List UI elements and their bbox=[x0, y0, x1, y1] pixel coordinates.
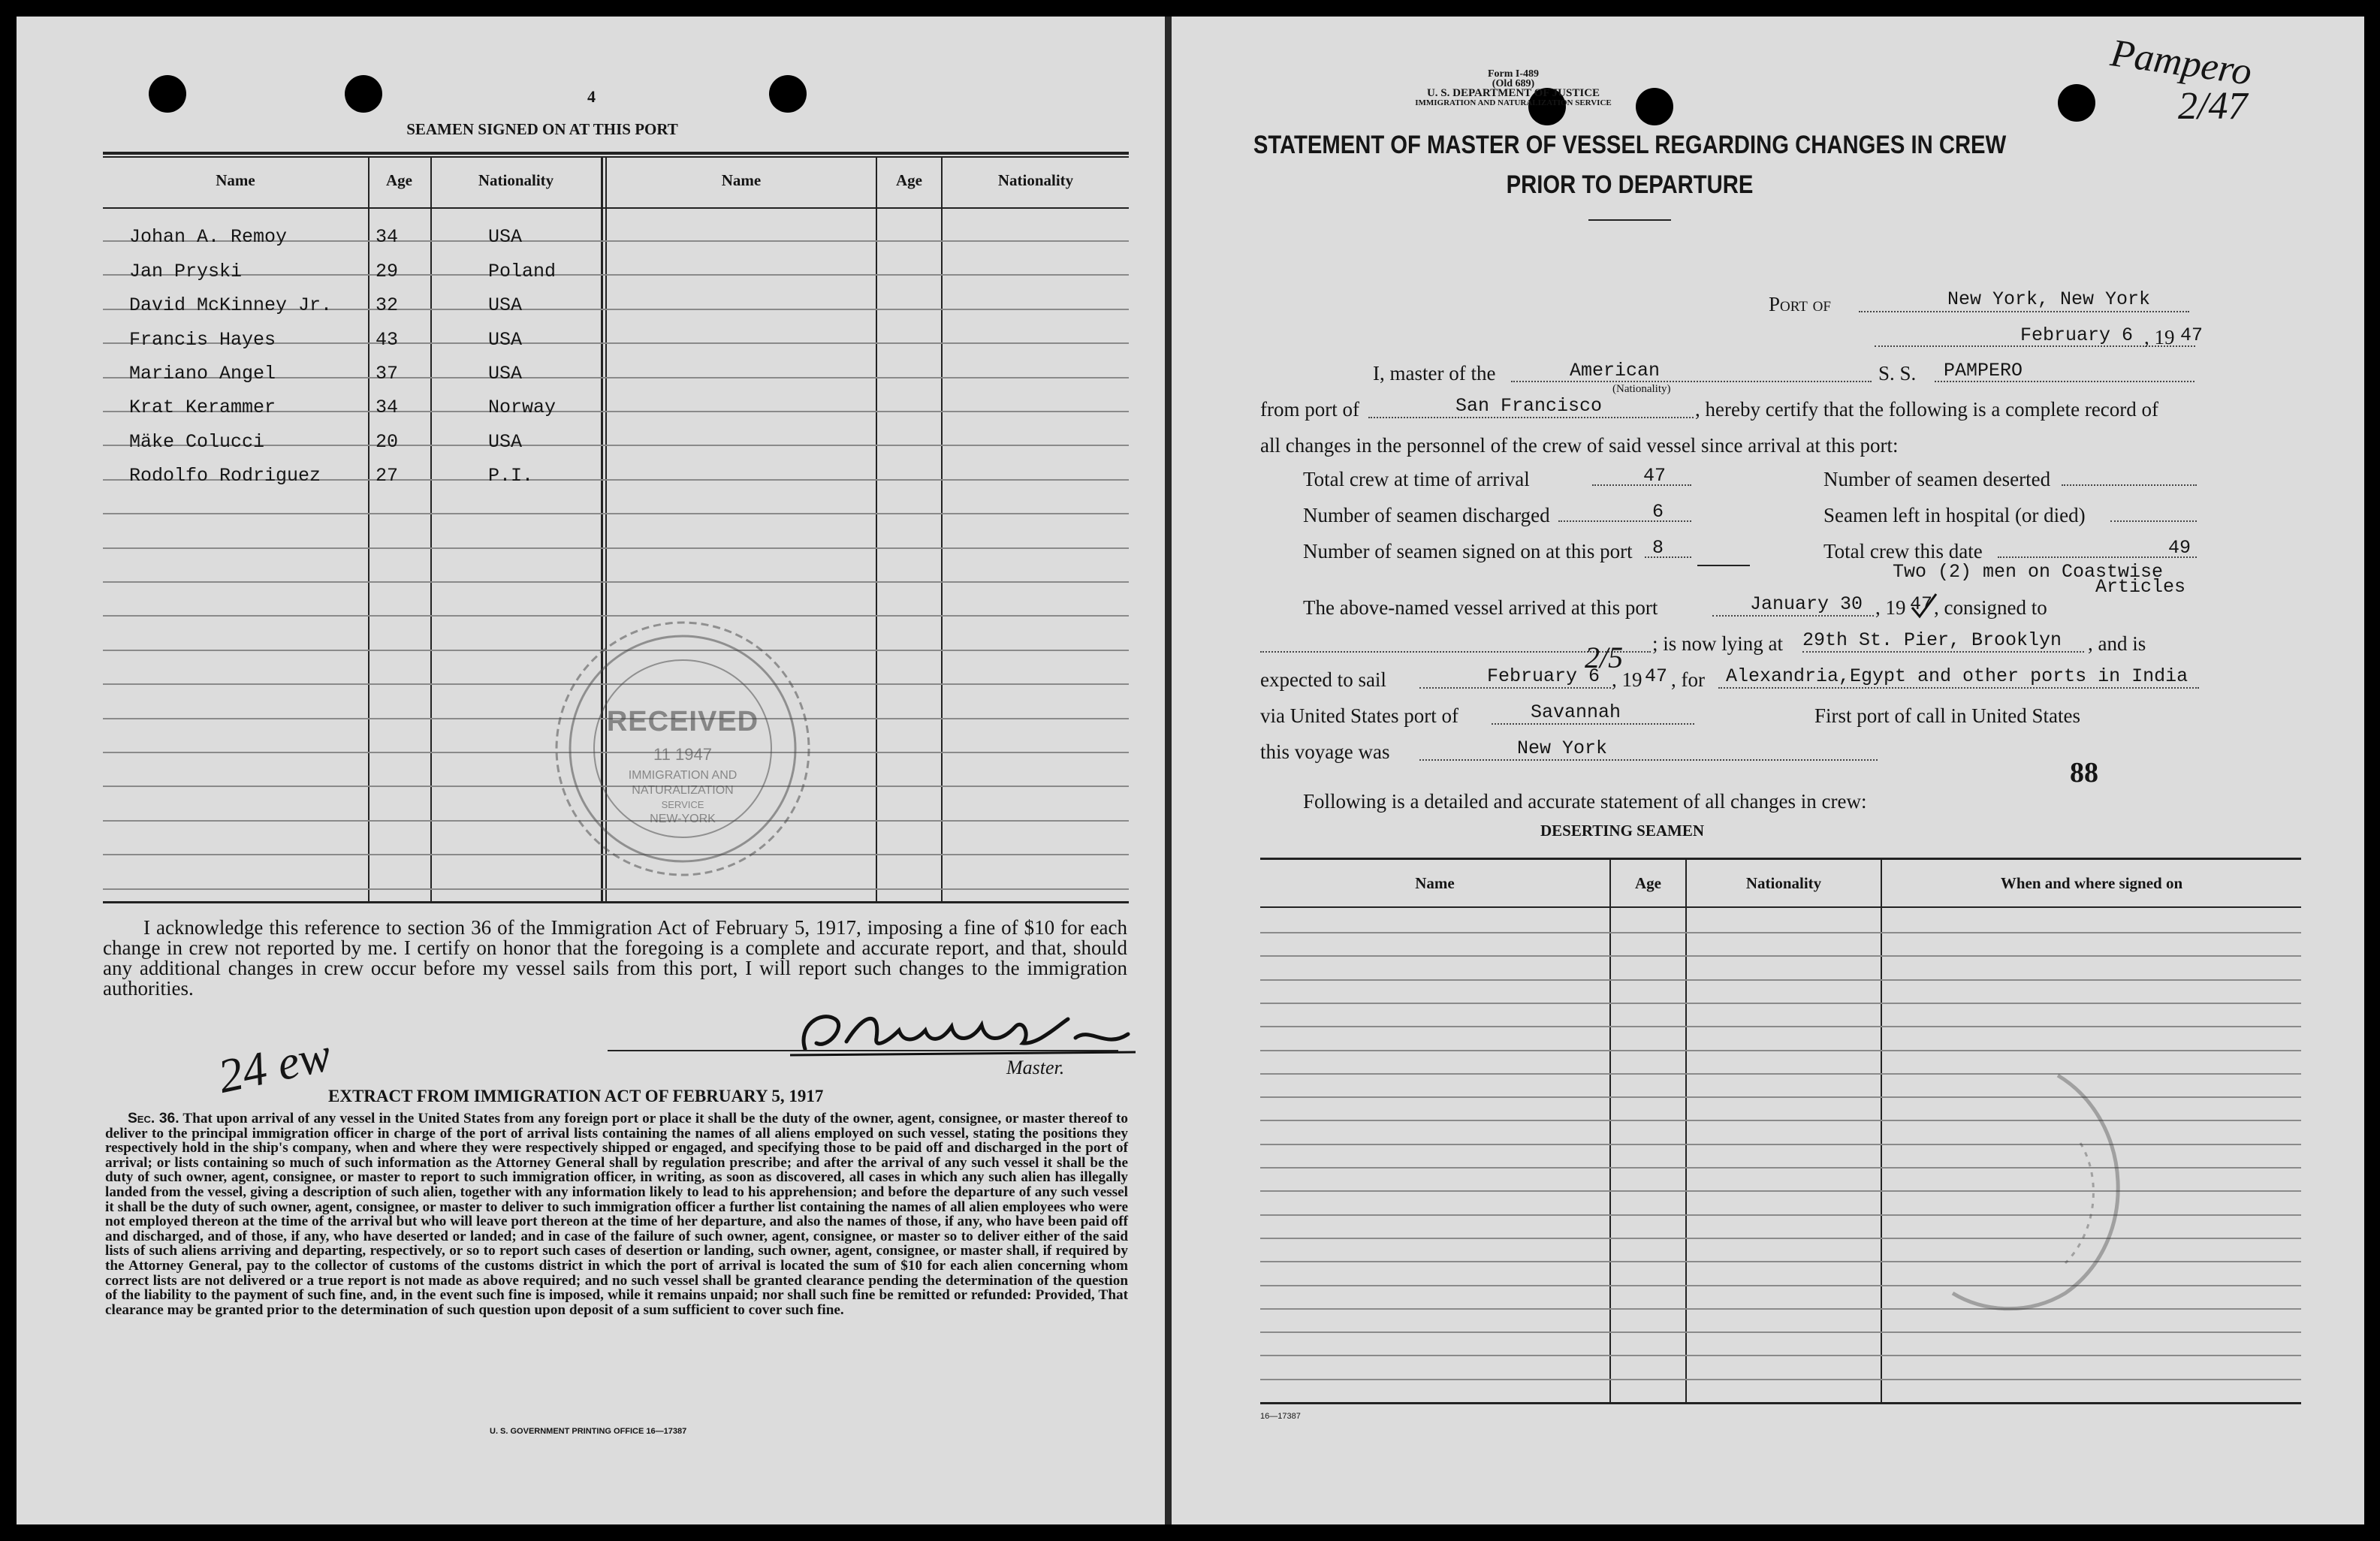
table-row-line bbox=[1260, 932, 2301, 933]
dotted-line bbox=[1998, 556, 2197, 558]
ss-label: S. S. bbox=[1878, 362, 1917, 384]
handwritten-number: 2/47 bbox=[2178, 85, 2248, 128]
dotted-line bbox=[1419, 687, 1611, 689]
column-divider bbox=[1881, 859, 1882, 1402]
deserted-label: Number of seamen deserted bbox=[1823, 468, 2051, 490]
master-label: Master. bbox=[1006, 1057, 1065, 1078]
master-of-the-label: I, master of the bbox=[1373, 362, 1496, 384]
this-voyage-label: this voyage was bbox=[1260, 740, 1390, 763]
service: IMMIGRATION AND NATURALIZATION SERVICE bbox=[1415, 98, 1612, 107]
nationality-caption: (Nationality) bbox=[1612, 383, 1671, 395]
stamp-received: RECEIVED bbox=[606, 706, 759, 737]
form-header bbox=[1374, 69, 1652, 108]
table-row-nationality: Norway bbox=[488, 397, 557, 418]
following-text: Following is a detailed and accurate statement of all changes in crew: bbox=[1303, 790, 1867, 813]
for-label: , for bbox=[1671, 668, 1705, 691]
table-bottom-border bbox=[103, 901, 1129, 903]
discharged-label: Number of seamen discharged bbox=[1303, 504, 1550, 526]
ship-name: PAMPERO bbox=[1944, 360, 2023, 381]
table-row-name: Jan Pryski bbox=[129, 261, 243, 282]
all-changes-text: all changes in the personnel of the crew of said vessel since arrival at this port: bbox=[1260, 434, 1899, 457]
dotted-line bbox=[1511, 381, 1872, 382]
header-name: Name bbox=[216, 171, 255, 189]
from-port-value: San Francisco bbox=[1455, 395, 1603, 417]
page-fold bbox=[1165, 17, 1172, 1524]
total-crew-arrival: 47 bbox=[1643, 465, 1667, 487]
column-divider bbox=[876, 156, 877, 903]
extract-section: Sec. 36. bbox=[128, 1111, 179, 1126]
dotted-line bbox=[1419, 759, 1878, 761]
via-label: via United States port of bbox=[1260, 704, 1458, 727]
table-row-nationality: USA bbox=[488, 329, 523, 351]
arrived-year-prefix: , 19 bbox=[1875, 596, 1906, 619]
table-row-age: 20 bbox=[376, 431, 399, 453]
table-row-line bbox=[1260, 1331, 2301, 1333]
table-row-line bbox=[1260, 1026, 2301, 1027]
signed-on-title: SEAMEN SIGNED ON AT THIS PORT bbox=[406, 120, 678, 138]
table-top-border bbox=[1260, 858, 2301, 860]
table-row-age: 43 bbox=[376, 329, 399, 351]
table-row-line bbox=[1260, 955, 2301, 957]
column-divider bbox=[941, 156, 943, 903]
first-port-label: First port of call in United States bbox=[1814, 704, 2080, 727]
table-row-age: 29 bbox=[376, 261, 399, 282]
expected-label: expected to sail bbox=[1260, 668, 1386, 691]
header-nationality: Nationality bbox=[997, 171, 1074, 189]
punch-hole bbox=[149, 75, 186, 113]
column-divider bbox=[1685, 859, 1687, 1402]
column-divider bbox=[368, 156, 370, 903]
header-age: Age bbox=[1635, 874, 1661, 892]
this-voyage-value: New York bbox=[1517, 737, 1608, 759]
received-stamp bbox=[551, 617, 814, 880]
number-88: 88 bbox=[2070, 757, 2098, 789]
table-row-line bbox=[1260, 979, 2301, 981]
title-rule bbox=[1588, 219, 1671, 221]
table-row-name: Johan A. Remoy bbox=[129, 226, 288, 248]
signature-line bbox=[608, 1050, 1118, 1051]
total-crew-arrival-label: Total crew at time of arrival bbox=[1303, 468, 1530, 490]
table-row-name: Mariano Angel bbox=[129, 363, 276, 384]
destination: Alexandria,Egypt and other ports in India bbox=[1726, 665, 2188, 687]
dotted-line bbox=[1368, 417, 1694, 418]
total-crew-date-label: Total crew this date bbox=[1823, 540, 1983, 562]
total-crew-date: 49 bbox=[2168, 537, 2191, 559]
table-row-age: 27 bbox=[376, 465, 399, 487]
table-row-name: Francis Hayes bbox=[129, 329, 276, 351]
page-number: 4 bbox=[587, 87, 596, 106]
right-page bbox=[1172, 17, 2364, 1524]
extract-body: That upon arrival of any vessel in the United States from any foreign port or place it shall be the duty of the owner, agent, consignee, or master thereof to deliver to the principal immigration officer in charge of the port of arrival lists containing the names of all aliens employed on such vessel, stating the positions they respectively hold in the ship's company, when and where they were respectively shipped or engaged, and specifying those to be paid off and discharged in the port of arrival; or lists containing so much of such information as the Attorney General shall by regulation prescribe; and after the arrival of any such vessel it shall be the duty of such owner, agent, consignee, or master to report to such immigration officer, in writing, as soon as discovered, all cases in which any such alien has illegally landed from the vessel, giving a description of such alien, together with any information likely to lead to his apprehension; and before the departure of any such vessel it shall be the duty of such owner, agent, consignee, or master to deliver to such immigration officer a further list containing the names of all alien employees who were not employed thereon at the time of the arrival but who will leave port thereon at the time of her departure, and also the names of those, if any, who have been paid off and discharged, and of those, if any, who have deserted or landed; and in case of the failure of such owner, agent, consignee, or master so to deliver either of the said lists of such aliens arriving and departing, respectively, or so to report such cases of desertion or landing, such owner, agent, consignee, or master shall, if required by the Attorney General, pay to the collector of customs of the customs district in which the port of arrival is located the sum of $10 for each alien concerning whom correct lists are not delivered or a true report is not made as above required; and no such vessel shall be granted clearance pending the determination of the question of the liability to the payment of such fine, and, in the event such fine is imposed, while it remains unpaid; nor shall such fine be remitted or refunded: Provided, That clearance may be granted prior to the determination of such question upon deposit of a sum sufficient to cover such fine. bbox=[105, 1111, 1129, 1318]
checkmark-icon bbox=[1909, 591, 1939, 621]
table-row-nationality: USA bbox=[488, 226, 523, 248]
table-row-age: 37 bbox=[376, 363, 399, 384]
form-title: STATEMENT OF MASTER OF VESSEL REGARDING CHANGES IN CREW bbox=[1253, 131, 2007, 159]
table-row-name: Mäke Colucci bbox=[129, 431, 265, 453]
punch-hole bbox=[769, 75, 807, 113]
header-name: Name bbox=[1415, 874, 1455, 892]
table-row-line bbox=[103, 547, 1129, 549]
printing-office: U. S. GOVERNMENT PRINTING OFFICE 16—17387 bbox=[490, 1427, 687, 1436]
form-old-number: (Old 689) bbox=[1492, 78, 1535, 89]
dotted-line bbox=[1492, 723, 1694, 725]
date-value: February 6 bbox=[2020, 324, 2134, 346]
header-age: Age bbox=[386, 171, 412, 189]
table-row-age: 32 bbox=[376, 294, 399, 316]
table-row-age: 34 bbox=[376, 226, 399, 248]
port-of-label: Port of bbox=[1769, 293, 1831, 315]
dotted-line bbox=[1859, 311, 2189, 312]
table-row-nationality: Poland bbox=[488, 261, 557, 282]
stamp-line: NEW-YORK bbox=[650, 813, 716, 825]
from-port-label: from port of bbox=[1260, 398, 1359, 421]
stamp-date: 11 1947 bbox=[653, 745, 712, 764]
punch-hole bbox=[2058, 84, 2095, 122]
table-row-line bbox=[1260, 1050, 2301, 1051]
table-row-age: 34 bbox=[376, 397, 399, 418]
hospital-label: Seamen left in hospital (or died) bbox=[1823, 504, 2086, 526]
expected-correction: 2/5 bbox=[1585, 641, 1624, 674]
signed-on-label: Number of seamen signed on at this port bbox=[1303, 540, 1633, 562]
table-row-nationality: USA bbox=[488, 431, 523, 453]
via-value: Savannah bbox=[1531, 701, 1621, 723]
header-age: Age bbox=[896, 171, 922, 189]
sum-rule bbox=[1697, 565, 1750, 566]
table-bottom-border bbox=[1260, 1402, 2301, 1404]
table-row-line bbox=[1260, 1003, 2301, 1004]
column-divider bbox=[1609, 859, 1611, 1402]
dotted-line bbox=[1558, 520, 1691, 522]
handwritten-ship-name: Pampero bbox=[2107, 32, 2255, 94]
dotted-line bbox=[1712, 615, 1874, 617]
dotted-line bbox=[2062, 484, 2197, 486]
header-name: Name bbox=[721, 171, 762, 189]
and-is: , and is bbox=[2088, 632, 2146, 655]
acknowledgement-text: I acknowledge this reference to section 36 of the Immigration Act of February 5, 1917, imposing a fine of $10 for each change in crew not reported by me. I certify on honor that the foregoing is a complete and accurate report, and that, should any additional changes in crew occur before my vessel sails from this port, I will report such changes to the immigration authorities. bbox=[103, 916, 1127, 1000]
table-row-name: Krat Kerammer bbox=[129, 397, 276, 418]
deserting-title: DESERTING SEAMEN bbox=[1540, 822, 1705, 840]
extract-text bbox=[105, 1111, 1128, 1317]
lying-at-label: ; is now lying at bbox=[1652, 632, 1783, 655]
stamp-line: SERVICE bbox=[661, 799, 704, 810]
table-row-name: Rodolfo Rodriguez bbox=[129, 465, 321, 487]
table-row-line bbox=[103, 513, 1129, 514]
signed-on: 8 bbox=[1652, 537, 1664, 559]
date-year-prefix: , 19 bbox=[2144, 326, 2175, 348]
table-header-border bbox=[1260, 906, 2301, 908]
header-when-where: When and where signed on bbox=[2000, 874, 2183, 892]
arrived-label: The above-named vessel arrived at this port bbox=[1303, 596, 1658, 619]
extract-title: EXTRACT FROM IMMIGRATION ACT OF FEBRUARY 5, 1917 bbox=[328, 1087, 824, 1105]
column-divider bbox=[430, 156, 432, 903]
arrived-year: 47 bbox=[1910, 593, 1933, 615]
consigned-to: , consigned to bbox=[1934, 596, 2047, 619]
table-row-nationality: P.I. bbox=[488, 465, 534, 487]
table-header-border bbox=[103, 207, 1129, 209]
expected-date: February 6 bbox=[1487, 665, 1600, 687]
coastwise-note: Two (2) men on Coastwise bbox=[1893, 561, 2164, 583]
dotted-line bbox=[1718, 687, 2199, 689]
stamp-line: IMMIGRATION AND bbox=[628, 769, 738, 782]
table-row-line bbox=[1260, 1355, 2301, 1356]
header-nationality: Nationality bbox=[478, 171, 554, 189]
left-page bbox=[17, 17, 1165, 1524]
table-row-nationality: USA bbox=[488, 363, 523, 384]
punch-hole bbox=[345, 75, 382, 113]
footer-code: 16—17387 bbox=[1260, 1412, 1301, 1421]
lying-at-value: 29th St. Pier, Brooklyn bbox=[1802, 629, 2062, 651]
header-nationality: Nationality bbox=[1745, 874, 1822, 892]
handwritten-initials: 24 ew bbox=[213, 1027, 336, 1103]
discharged: 6 bbox=[1652, 501, 1664, 523]
form-title: PRIOR TO DEPARTURE bbox=[1506, 170, 1754, 199]
expected-year: 47 bbox=[1645, 665, 1668, 687]
table-row-line bbox=[103, 274, 1129, 276]
date-year: 47 bbox=[2180, 324, 2204, 346]
department: U. S. DEPARTMENT OF JUSTICE bbox=[1426, 87, 1600, 99]
port-of-value: New York, New York bbox=[1947, 288, 2151, 310]
table-row-nationality: USA bbox=[488, 294, 523, 316]
arrived-date: January 30 bbox=[1750, 593, 1863, 615]
nationality-value: American bbox=[1570, 360, 1661, 381]
bleed-through-stamp bbox=[1893, 1053, 2148, 1323]
stamp-line: NATURALIZATION bbox=[632, 784, 734, 797]
form-number: Form I-489 bbox=[1487, 68, 1540, 80]
dotted-line bbox=[1802, 651, 2084, 653]
table-row-line bbox=[1260, 1379, 2301, 1380]
certify-text: , hereby certify that the following is a complete record of bbox=[1695, 398, 2159, 421]
dotted-line bbox=[2110, 520, 2197, 522]
table-top-border bbox=[103, 152, 1129, 155]
table-row-line bbox=[103, 581, 1129, 583]
table-row-name: David McKinney Jr. bbox=[129, 294, 333, 316]
table-top-border bbox=[103, 156, 1129, 158]
table-row-line bbox=[103, 888, 1129, 890]
expected-year-prefix: , 19 bbox=[1612, 668, 1642, 691]
articles-note: Articles bbox=[2095, 576, 2186, 598]
dotted-line bbox=[1592, 484, 1691, 486]
master-signature bbox=[775, 997, 1151, 1064]
